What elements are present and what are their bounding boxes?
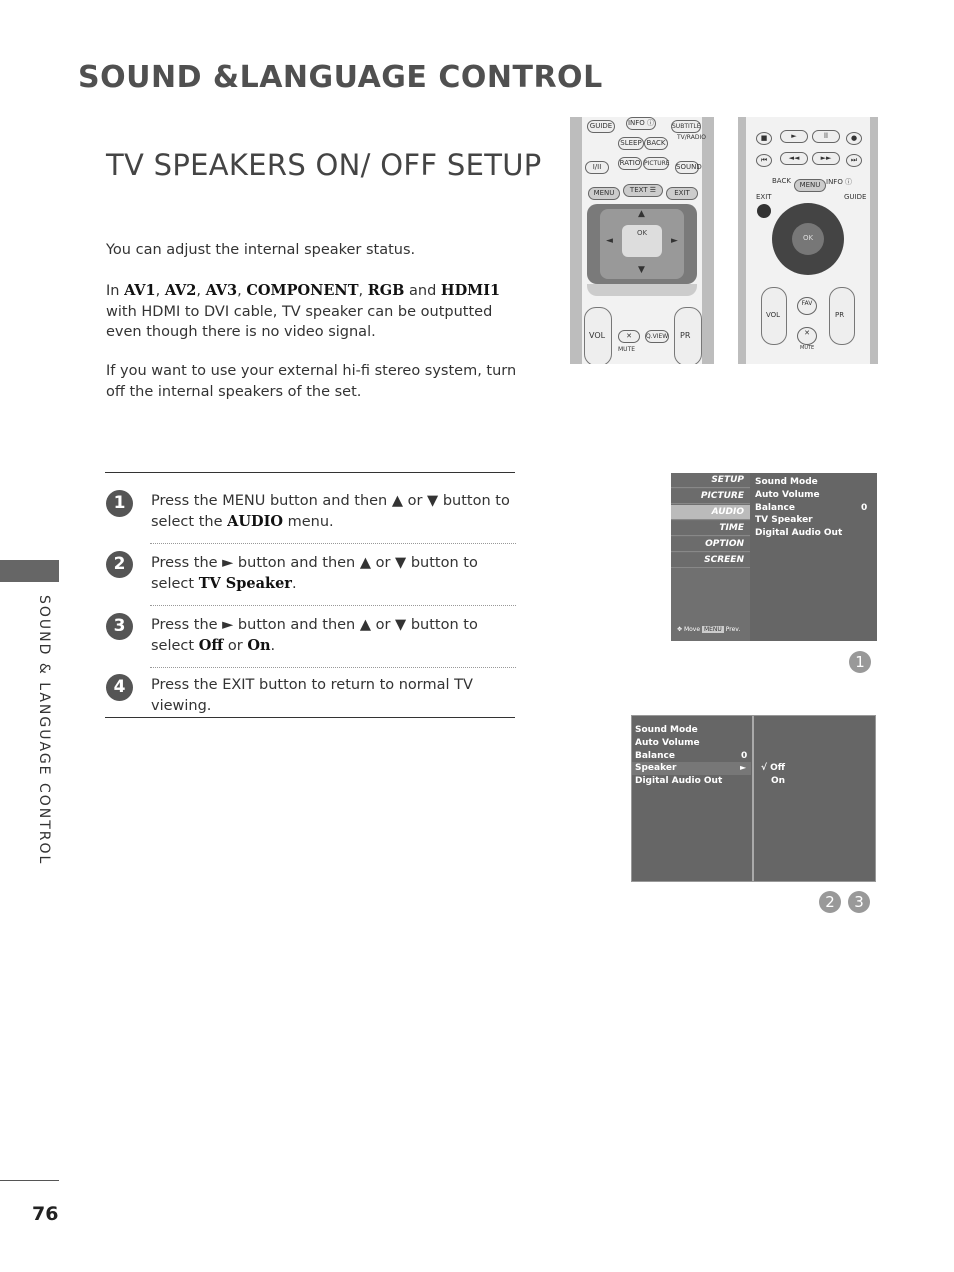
step-1-audio: AUDIO <box>227 512 283 530</box>
step-2-a: Press the ► button and then ▲ or ▼ button to select <box>151 555 478 592</box>
osd-speaker-menu <box>631 715 876 882</box>
osd-footer-move: Move <box>683 626 701 633</box>
left-arrow-icon: ◄ <box>606 236 613 246</box>
rewind-button: ◄◄ <box>780 152 808 165</box>
step-1-c: button and then ▲ or ▼ button to select the <box>151 493 510 530</box>
sleep-button: SLEEP <box>618 137 644 150</box>
right-arrow-icon: ► <box>671 236 678 246</box>
osd-item-auto-volume: Auto Volume <box>755 490 820 500</box>
text-button: TEXT ☰ <box>623 184 663 197</box>
play-button: ► <box>780 130 808 143</box>
step-divider <box>150 543 516 544</box>
move-icon: ✥ <box>677 626 683 633</box>
menu-tab-picture: PICTURE <box>671 489 750 504</box>
steps-bottom-rule <box>105 717 515 718</box>
mute-label: MUTE <box>618 346 636 353</box>
intro-paragraph-2: In AV1, AV2, AV3, COMPONENT, RGB and HDMI1 with HDMI to DVI cable, TV speaker can be outputted even though there is no video signal. <box>106 282 501 340</box>
step-3-number: 3 <box>106 613 133 640</box>
pr-label: PR <box>680 331 691 340</box>
steps-top-rule <box>105 472 515 473</box>
vol-label: VOL <box>589 331 606 340</box>
step-3-or: or <box>227 637 243 654</box>
qview-button: Q.VIEW <box>645 330 669 343</box>
guide-button: GUIDE <box>587 120 615 133</box>
back-button: BACK <box>644 137 668 150</box>
step-3-off: Off <box>198 636 224 654</box>
source-rgb: RGB <box>367 282 405 299</box>
footer-rule <box>0 1180 59 1181</box>
source-component: COMPONENT <box>246 282 359 299</box>
osd-arrow-icon: ► <box>740 763 747 772</box>
intro-paragraph-1: You can adjust the internal speaker status. <box>106 242 416 258</box>
osd-item-balance: Balance <box>635 751 675 761</box>
sound-button: SOUND <box>675 161 699 174</box>
intro-paragraph-3: If you want to use your external hi-fi stereo system, turn off the internal speakers of the set. <box>106 363 517 400</box>
source-hdmi1: HDMI1 <box>440 282 501 299</box>
guide-label: GUIDE <box>844 193 867 201</box>
up-arrow-icon: ▲ <box>638 209 645 219</box>
exit-label: EXIT <box>756 193 772 201</box>
section-title: SOUND &LANGUAGE CONTROL <box>78 60 603 95</box>
step-3-text <box>151 615 516 656</box>
step-2-c: . <box>291 575 297 592</box>
info-button: INFO ⓘ <box>626 117 656 130</box>
osd-item-balance: Balance <box>755 503 795 513</box>
osd-option-off: √ Off <box>761 763 786 773</box>
step-3-e: . <box>270 637 276 654</box>
osd-balance-value: 0 <box>741 751 748 761</box>
osd-option-on: On <box>771 776 786 786</box>
osd-footer-prev: Prev. <box>725 626 741 633</box>
step-4-exit: EXIT <box>222 677 255 693</box>
step-2-text <box>151 553 516 594</box>
step-badge-1: 1 <box>849 651 871 673</box>
side-label: SOUND & LANGUAGE CONTROL <box>36 595 52 866</box>
step-4-text <box>151 675 516 716</box>
step-4-c: button to return to normal TV viewing. <box>151 677 473 714</box>
remote-control-left <box>570 117 714 364</box>
forward-button: ►► <box>812 152 840 165</box>
osd-divider <box>752 716 754 881</box>
exit-button <box>757 204 771 218</box>
side-tab-marker <box>0 560 59 582</box>
osd-item-digital-audio-out: Digital Audio Out <box>635 776 723 786</box>
step-badge-3: 3 <box>848 891 870 913</box>
osd-item-speaker: Speaker <box>635 763 677 773</box>
exit-button: EXIT <box>666 187 698 200</box>
step-badge-2: 2 <box>819 891 841 913</box>
osd-footer <box>677 626 740 633</box>
intro-in: In <box>106 283 120 299</box>
osd-balance-value: 0 <box>861 503 868 513</box>
step-1-e: menu. <box>287 513 334 530</box>
step-3-on: On <box>247 636 271 654</box>
source-av1: AV1 <box>124 282 156 299</box>
menu-tab-setup: SETUP <box>671 473 750 488</box>
info-label: INFO ⓘ <box>826 178 853 186</box>
ratio-button: RATIO <box>618 157 642 170</box>
intro-and: and <box>409 283 437 299</box>
stop-button: ■ <box>756 132 772 145</box>
step-1-number: 1 <box>106 490 133 517</box>
source-av3: AV3 <box>205 282 238 299</box>
pr-label: PR <box>835 311 845 319</box>
step-1-text <box>151 491 516 532</box>
mute-label: MUTE <box>800 345 815 351</box>
page-number: 76 <box>32 1203 59 1225</box>
skip-back-button: ⏮ <box>756 154 772 167</box>
picture-button: PICTURE <box>643 157 669 170</box>
osd-footer-menu: MENU <box>703 626 722 633</box>
osd-item-digital-audio-out: Digital Audio Out <box>755 528 843 538</box>
color-keys <box>587 284 697 296</box>
step-1-menu: MENU <box>222 493 266 509</box>
step-1-a: Press the <box>151 493 218 509</box>
ok-button: OK <box>622 225 662 257</box>
mute-button: ✕ <box>797 327 817 345</box>
menu-button: MENU <box>794 179 826 192</box>
menu-tab-audio: AUDIO <box>671 505 750 520</box>
fav-button: FAV <box>797 297 817 315</box>
mute-button: ✕ <box>618 330 640 343</box>
menu-tab-option: OPTION <box>671 537 750 552</box>
osd-audio-menu <box>671 473 877 641</box>
record-button: ● <box>846 132 862 145</box>
skip-forward-button: ⏭ <box>846 154 862 167</box>
step-divider <box>150 667 516 668</box>
osd-item-sound-mode: Sound Mode <box>635 725 698 735</box>
back-label: BACK <box>772 177 791 185</box>
pause-button: ll <box>812 130 840 143</box>
menu-tab-screen: SCREEN <box>671 553 750 568</box>
osd-item-sound-mode: Sound Mode <box>755 477 818 487</box>
menu-button: MENU <box>588 187 620 200</box>
osd-item-auto-volume: Auto Volume <box>635 738 700 748</box>
down-arrow-icon: ▼ <box>638 265 645 275</box>
step-3-a: Press the ► button and then ▲ or ▼ button to select <box>151 617 478 654</box>
step-divider <box>150 605 516 606</box>
step-4-a: Press the <box>151 677 218 693</box>
remote-control-right <box>738 117 878 364</box>
tv-radio-label: TV/RADIO <box>677 134 706 141</box>
osd-item-tv-speaker: TV Speaker <box>755 515 813 525</box>
subtitle-button: SUBTITLE <box>671 120 701 133</box>
step-4-number: 4 <box>106 674 133 701</box>
intro-rest: with HDMI to DVI cable, TV speaker can be outputted even though there is no video signal. <box>106 303 493 340</box>
step-2-tv-speaker: TV Speaker <box>198 574 292 592</box>
source-av2: AV2 <box>164 282 197 299</box>
ok-button: OK <box>792 223 824 255</box>
step-2-number: 2 <box>106 551 133 578</box>
page-heading: TV SPEAKERS ON/ OFF SETUP <box>106 148 542 182</box>
menu-tab-time: TIME <box>671 521 750 536</box>
dual-button: I/II <box>585 161 609 174</box>
vol-label: VOL <box>766 311 781 319</box>
